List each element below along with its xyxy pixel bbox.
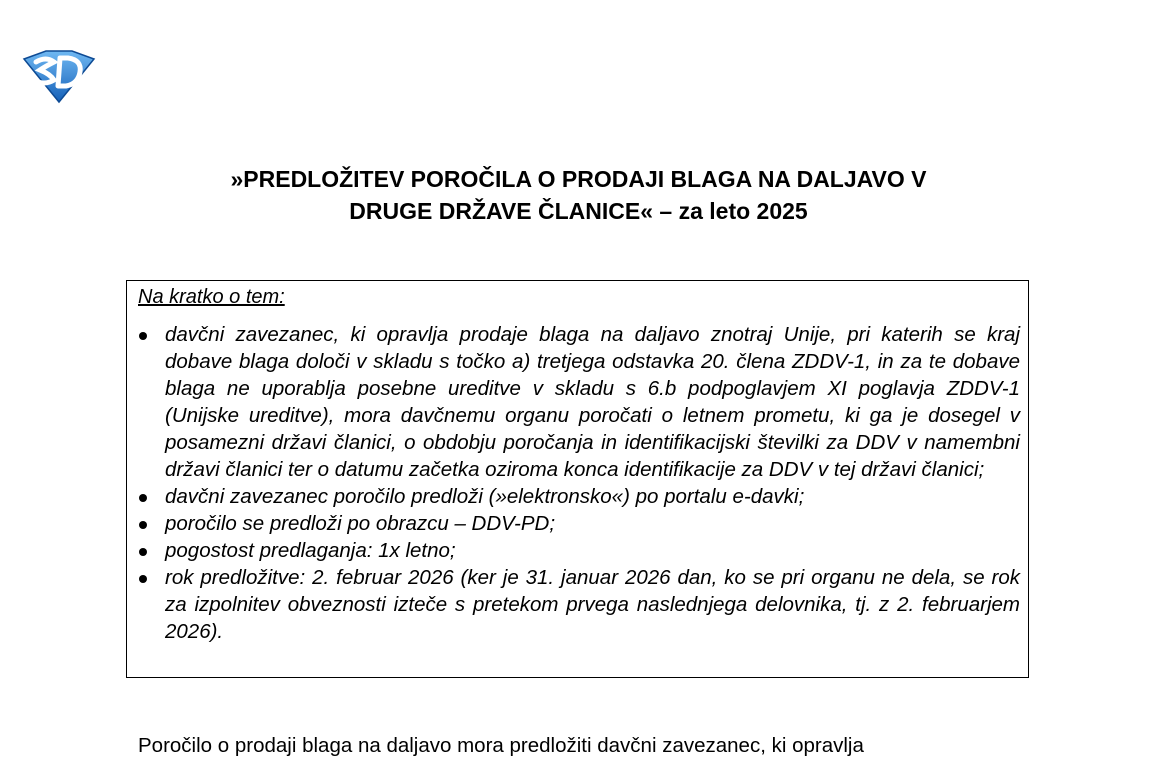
list-item	[127, 564, 1028, 645]
list-item-text: davčni zavezanec, ki opravlja prodaje blaga na daljavo znotraj Unije, pri katerih se kraj dobave blaga določi v skladu s točko a) tretjega odstavka 20. člena ZDDV-1, in za te dobave blaga ne uporablja posebne ureditve v skladu s 6.b podpoglavjem XI poglavja ZDDV-1 (Unijske ureditve), mora davčnemu organu poročati o letnem prometu, ki ga je dosegel v posamezni državi članici, o obdobju poročanja in identifikacijski številki za DDV v namembni državi članici ter o datumu začetka oziroma konca identifikacije za DDV v tej državi članici;	[165, 323, 1020, 481]
bullet-icon	[139, 575, 147, 583]
summary-box	[126, 280, 1029, 678]
bullet-icon	[139, 521, 147, 529]
document-title	[0, 163, 1157, 227]
bullet-icon	[139, 494, 147, 502]
list-item-text: rok predložitve: 2. februar 2026 (ker je 31. januar 2026 dan, ko se pri organu ne dela, se rok za izpolnitev obveznosti izteče s pretekom prvega naslednjega delovnika, tj. z 2. februarjem 2026).	[165, 566, 1020, 643]
list-item-text: pogostost predlaganja: 1x letno;	[165, 539, 456, 562]
list-item	[127, 483, 1028, 510]
summary-list	[127, 321, 1028, 645]
title-line-1: »PREDLOŽITEV POROČILA O PRODAJI BLAGA NA DALJAVO V	[230, 166, 927, 192]
summary-heading: Na kratko o tem:	[138, 286, 285, 308]
fu-rs-logo-icon	[22, 50, 96, 104]
title-line-2: DRUGE DRŽAVE ČLANICE« – za leto 2025	[349, 198, 808, 224]
list-item	[127, 537, 1028, 564]
list-item-text: poročilo se predloži po obrazcu – DDV-PD;	[165, 512, 556, 535]
list-item	[127, 510, 1028, 537]
body-paragraph: Poročilo o prodaji blaga na daljavo mora predložiti davčni zavezanec, ki opravlja	[138, 734, 864, 757]
list-item	[127, 321, 1028, 483]
bullet-icon	[139, 332, 147, 340]
bullet-icon	[139, 548, 147, 556]
list-item-text: davčni zavezanec poročilo predloži (»elektronsko«) po portalu e-davki;	[165, 485, 805, 508]
